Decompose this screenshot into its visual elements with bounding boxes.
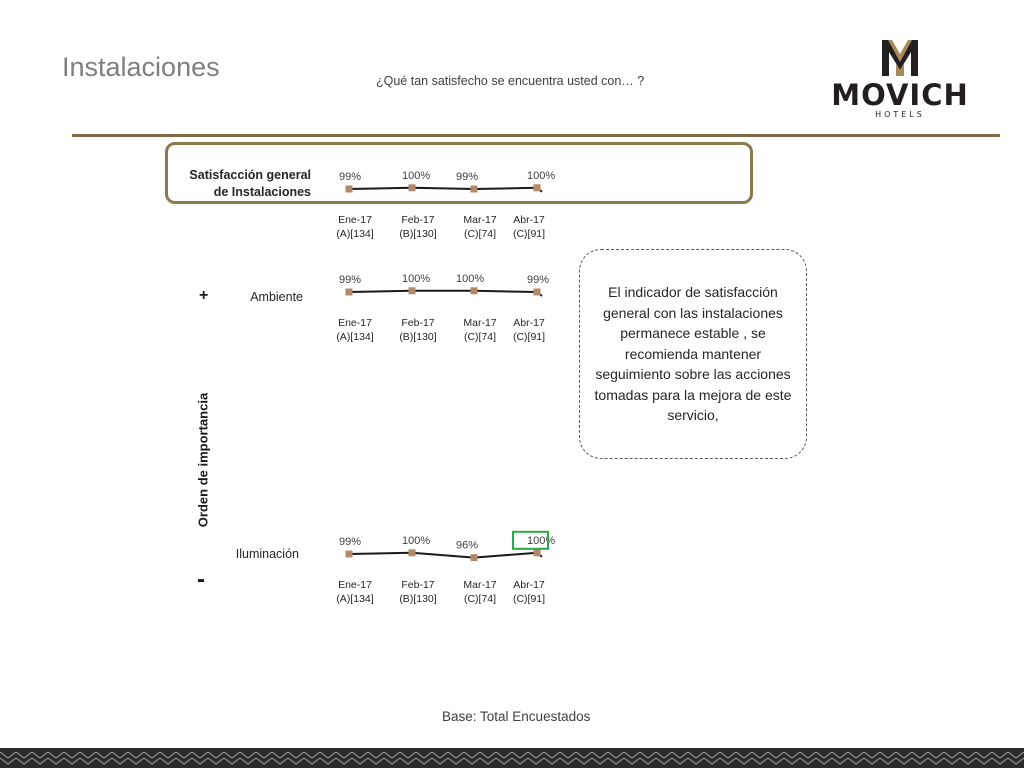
tick-label-0-1: Feb-17 xyxy=(401,214,435,226)
zigzag-pattern-icon xyxy=(0,748,1024,768)
data-point-2-0 xyxy=(346,551,353,558)
series-line-1 xyxy=(349,291,542,296)
data-point-0-0 xyxy=(346,186,353,193)
tick-label-2-1: Feb-17 xyxy=(401,579,435,591)
data-label-0-3: 100% xyxy=(527,169,556,182)
tick-base-2-3: (C)[91] xyxy=(512,593,546,605)
data-point-1-1 xyxy=(409,287,416,294)
tick-label-0-0: Ene-17 xyxy=(338,214,372,226)
data-point-1-0 xyxy=(346,289,353,296)
tick-base-0-0: (A)[134] xyxy=(336,228,374,240)
data-point-0-1 xyxy=(409,184,416,191)
importance-axis-text: Orden de importancia xyxy=(195,392,211,528)
data-label-1-2: 100% xyxy=(456,272,485,285)
data-label-2-1: 100% xyxy=(402,534,431,547)
data-point-0-3 xyxy=(534,184,541,191)
logo-wordmark: MOVICH xyxy=(831,78,969,112)
insight-note xyxy=(579,249,807,459)
data-label-1-3: 99% xyxy=(527,274,550,286)
tick-base-0-3: (C)[91] xyxy=(512,228,546,240)
tick-base-1-3: (C)[91] xyxy=(512,331,546,343)
tick-label-0-3: Abr-17 xyxy=(513,214,545,226)
page-title: Instalaciones xyxy=(62,52,220,82)
data-point-0-2 xyxy=(471,186,478,193)
data-label-0-1: 100% xyxy=(402,169,431,182)
data-label-1-0: 99% xyxy=(339,274,362,286)
data-point-1-3 xyxy=(534,289,541,296)
tick-base-2-0: (A)[134] xyxy=(336,593,374,605)
tick-base-2-2: (C)[74] xyxy=(463,593,497,605)
series-line-2 xyxy=(349,553,542,558)
tick-label-2-0: Ene-17 xyxy=(338,579,372,591)
tick-label-1-0: Ene-17 xyxy=(338,317,372,329)
data-label-2-2: 96% xyxy=(456,539,479,552)
tick-base-0-2: (C)[74] xyxy=(463,228,497,240)
insight-note-text: El indicador de satisfacción general con las instalaciones permanece estable , se recomienda mantener seguimiento sobre las acciones tomadas para la mejora de este servicio, xyxy=(594,284,792,424)
tick-label-1-1: Feb-17 xyxy=(401,317,435,329)
series-line-0 xyxy=(349,188,542,192)
data-point-2-1 xyxy=(409,549,416,556)
row-label-iluminacion: Iluminación xyxy=(235,547,299,561)
data-point-1-2 xyxy=(471,287,478,294)
importance-high-marker: + xyxy=(199,287,209,304)
decorative-footer-band xyxy=(0,748,1024,768)
row-label-general: Satisfacción general de Instalaciones xyxy=(189,168,311,199)
tick-base-1-0: (A)[134] xyxy=(336,331,374,343)
tick-base-1-1: (B)[130] xyxy=(399,331,437,343)
survey-question: ¿Qué tan satisfecho se encuentra usted con… ? xyxy=(376,74,645,88)
tick-base-0-1: (B)[130] xyxy=(399,228,437,240)
logo-subtitle: HOTELS xyxy=(875,110,925,119)
data-point-2-2 xyxy=(471,554,478,561)
data-label-0-2: 99% xyxy=(456,171,479,183)
data-label-0-0: 99% xyxy=(339,171,362,183)
data-label-2-3: 100% xyxy=(527,534,556,547)
tick-label-0-2: Mar-17 xyxy=(463,214,497,226)
tick-label-2-3: Abr-17 xyxy=(513,579,545,591)
data-label-1-1: 100% xyxy=(402,272,431,285)
tick-label-1-3: Abr-17 xyxy=(513,317,545,329)
tick-label-2-2: Mar-17 xyxy=(463,579,497,591)
importance-low-marker: - xyxy=(197,566,205,593)
tick-label-1-2: Mar-17 xyxy=(463,317,497,329)
tick-base-1-2: (C)[74] xyxy=(463,331,497,343)
base-footnote: Base: Total Encuestados xyxy=(442,709,591,724)
tick-base-2-1: (B)[130] xyxy=(399,593,437,605)
data-label-2-0: 99% xyxy=(339,536,362,548)
data-point-2-3 xyxy=(534,549,541,556)
row-label-ambiente: Ambiente xyxy=(250,290,303,304)
